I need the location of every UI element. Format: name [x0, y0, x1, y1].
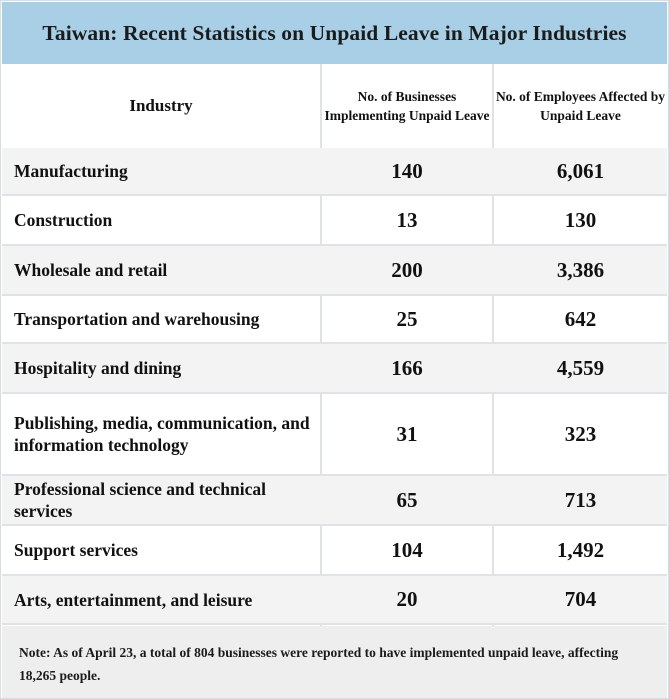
businesses-value: 13 [396, 207, 418, 232]
table-row [2, 344, 667, 394]
industry-cell: Publishing, media, communication, and information technology [14, 413, 310, 455]
businesses-value: 200 [391, 257, 423, 282]
employees-value: 323 [564, 421, 597, 446]
industry-cell: Professional science and technical services [14, 479, 266, 521]
table-row [2, 246, 667, 296]
table-row [2, 148, 667, 196]
header-employees [494, 64, 667, 148]
businesses-value: 104 [391, 537, 423, 562]
table-header [2, 64, 667, 150]
table-title: Taiwan: Recent Statistics on Unpaid Leave in Major Industries [42, 20, 627, 45]
table-title-bar [2, 2, 667, 64]
businesses-value: 20 [396, 587, 418, 611]
header-industry: Industry [129, 96, 193, 115]
industry-cell: Wholesale and retail [14, 260, 168, 280]
table-row [2, 576, 667, 625]
employees-value: 3,386 [556, 257, 605, 282]
table-row [2, 196, 667, 246]
header-businesses-label: No. of Businesses Implementing Unpaid Leave [324, 89, 490, 123]
employees-value: 713 [564, 487, 597, 512]
industry-cell: Transportation and warehousing [14, 309, 260, 329]
industry-cell: Construction [14, 210, 113, 230]
header-businesses [322, 64, 492, 148]
businesses-value: 31 [396, 421, 418, 446]
table-row [2, 296, 667, 344]
employees-value: 704 [564, 587, 597, 611]
table-note [2, 626, 667, 698]
industry-cell: Support services [14, 540, 138, 560]
industry-cell: Hospitality and dining [14, 358, 182, 378]
employees-value: 642 [564, 306, 597, 331]
businesses-value: 166 [391, 355, 423, 380]
table-body [2, 148, 667, 625]
header-employees-label: No. of Employees Affected by Unpaid Leave [495, 89, 666, 123]
table-row [2, 526, 667, 576]
industry-cell: Arts, entertainment, and leisure [14, 589, 253, 610]
table-row [2, 476, 667, 526]
industry-cell: Manufacturing [14, 161, 128, 181]
businesses-value: 25 [396, 306, 418, 331]
businesses-value: 65 [396, 487, 418, 512]
note-text: Note: As of April 23, a total of 804 businesses were reported to have implemented unpaid leave, affecting 18,265 people. [19, 645, 619, 683]
table-row [2, 394, 667, 476]
businesses-value: 140 [391, 158, 423, 183]
employees-value: 1,492 [556, 537, 605, 562]
employees-value: 6,061 [556, 158, 605, 183]
employees-value: 130 [564, 207, 597, 232]
employees-value: 4,559 [556, 355, 605, 380]
